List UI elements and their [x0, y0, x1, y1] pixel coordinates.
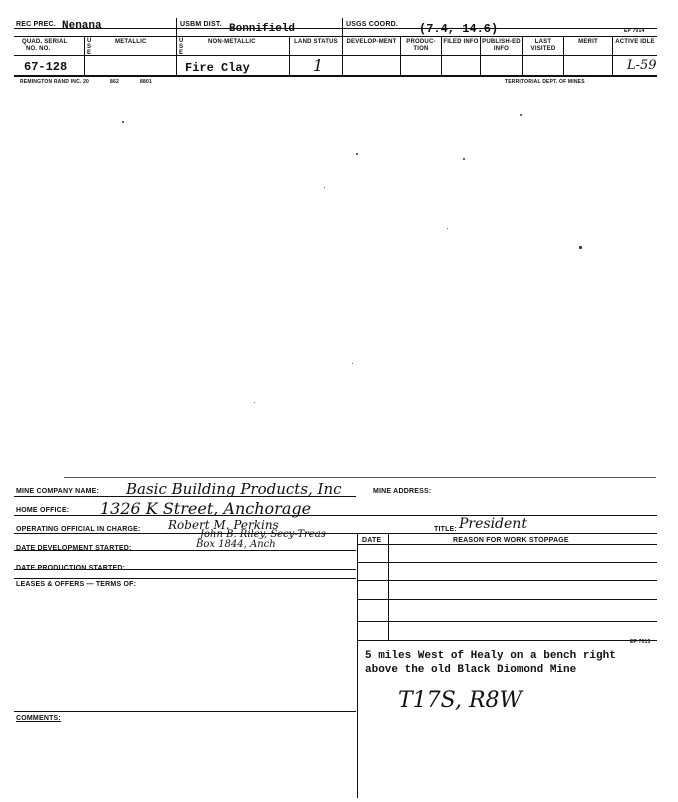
date-development-label: DATE DEVELOPMENT STARTED:: [16, 545, 132, 552]
col-published-info-label: PUBLISH-ED INFO: [482, 39, 521, 52]
rec-prec-label: REC PREC.: [16, 21, 56, 28]
comments-label: COMMENTS:: [16, 715, 61, 722]
scan-speck: [447, 228, 448, 229]
stoppage-reason-header: REASON FOR WORK STOPPAGE: [453, 537, 569, 544]
col-land-status-label: LAND STATUS: [294, 39, 338, 45]
col-metallic-label: METALLIC: [115, 39, 147, 45]
location-line-2: above the old Black Diomond Mine: [365, 664, 577, 676]
printer-code-b: 8801: [140, 79, 152, 85]
home-office-label: HOME OFFICE:: [16, 507, 70, 514]
scan-speck: [463, 158, 465, 160]
col-quad-serial-label: QUAD. SERIAL: [22, 39, 68, 45]
top-card-columns-divider: [14, 55, 657, 56]
header-separator: [176, 18, 177, 36]
bottom-form-code: EP 7015: [630, 639, 651, 645]
leases-label: LEASES & OFFERS — TERMS OF:: [16, 581, 137, 588]
stoppage-row-rule: [357, 640, 657, 641]
printer-code-a: 862: [110, 79, 119, 85]
mine-company-value: Basic Building Products, Inc: [126, 480, 342, 498]
col-filed-info-label: FILED INFO: [443, 39, 479, 45]
stoppage-row-rule: [357, 580, 657, 581]
usgs-coord-value: (7.4, 14.6): [419, 22, 499, 36]
scan-speck: [356, 153, 358, 155]
active-idle-value: L-59: [627, 58, 657, 73]
col-merit-label: MERIT: [578, 39, 598, 45]
title-label: TITLE:: [434, 526, 457, 533]
quad-serial-value: 67-128: [24, 60, 68, 74]
operating-official-value: Robert M. Perkins: [168, 518, 279, 532]
comments-rule: [14, 711, 356, 712]
col-non-metallic-label: NON-METALLIC: [208, 39, 256, 45]
top-card-header-divider-2: [14, 36, 657, 37]
top-form-code: EP 7014: [624, 28, 645, 34]
printer-imprint: REMINGTON RAND INC. 20: [20, 79, 90, 85]
usgs-coord-label: USGS COORD.: [346, 21, 398, 28]
title-value: President: [459, 516, 527, 532]
scan-speck: [324, 187, 325, 188]
col-last-visited-label: LAST VISITED: [530, 39, 556, 52]
stoppage-left-border: [357, 533, 358, 798]
township-range-value: T17S, R8W: [398, 688, 523, 713]
form-row-rule: [14, 578, 356, 579]
column-separator: [176, 36, 177, 75]
stoppage-header-rule: [357, 544, 657, 545]
col-development-label: DEVELOP-MENT: [346, 39, 397, 45]
usbm-dist-label: USBM DIST.: [180, 21, 222, 28]
mine-address-label: MINE ADDRESS:: [373, 488, 432, 495]
scan-speck: [122, 121, 124, 123]
land-status-value: 1: [313, 56, 324, 75]
stoppage-row-rule: [357, 621, 657, 622]
column-separator: [84, 36, 85, 75]
box-address-value: Box 1844, Anch: [196, 539, 276, 550]
stoppage-date-column-border: [388, 533, 389, 640]
top-card-bottom-rule: [14, 75, 657, 77]
scan-speck: [520, 114, 522, 116]
non-metallic-value: Fire Clay: [185, 61, 250, 75]
usbm-dist-value: Bonnifield: [229, 23, 296, 35]
stoppage-row-rule: [357, 599, 657, 600]
department-imprint: TERRITORIAL DEPT. OF MINES: [505, 79, 585, 85]
stoppage-row-rule: [357, 562, 657, 563]
col-no-no-label: NO. NO.: [26, 46, 51, 52]
scan-speck: [352, 363, 353, 364]
scan-speck: [254, 402, 255, 403]
mine-company-label: MINE COMPANY NAME:: [16, 488, 100, 495]
date-production-label: DATE PRODUCTION STARTED:: [16, 565, 126, 572]
secondary-official-value: John B. Riley, Secy-Treas: [200, 529, 326, 540]
rec-prec-value: Nenana: [62, 20, 102, 32]
metallic-use-letters: U S E: [87, 38, 92, 56]
operating-official-label: OPERATING OFFICIAL IN CHARGE:: [16, 526, 141, 533]
stoppage-date-header: DATE: [362, 537, 382, 544]
non-metallic-use-letters: U S E: [179, 38, 184, 56]
top-card-header-divider: [14, 28, 657, 29]
bottom-card-top-rule: [64, 477, 656, 478]
home-office-value: 1326 K Street, Anchorage: [100, 499, 312, 518]
form-row-rule: [14, 533, 657, 534]
location-line-1: 5 miles West of Healy on a bench right: [365, 650, 616, 662]
header-separator: [342, 18, 343, 36]
scan-speck: [579, 246, 582, 249]
col-production-label: PRODUC-TION: [406, 39, 436, 52]
col-active-idle-label: ACTIVE IDLE: [615, 39, 655, 45]
